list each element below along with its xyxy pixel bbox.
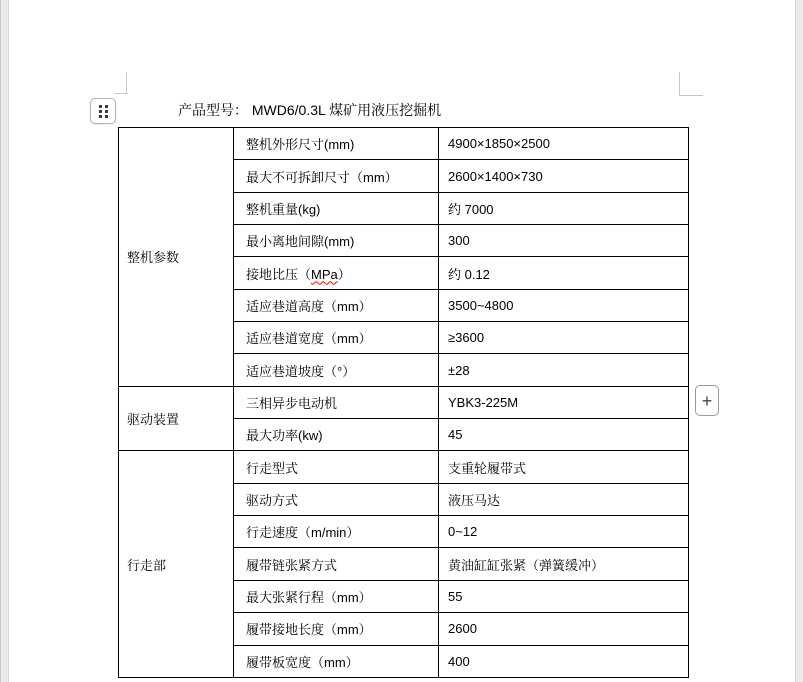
value-cell[interactable]: ±28: [439, 354, 689, 386]
page-margin-mark-top-left: [115, 93, 128, 94]
value-cell[interactable]: 支重轮履带式: [439, 451, 689, 483]
parameter-cell[interactable]: 履带链张紧方式: [234, 548, 439, 580]
table-row: [119, 386, 689, 418]
value-cell[interactable]: 0~12: [439, 516, 689, 548]
plus-icon: +: [701, 390, 713, 411]
parameter-cell[interactable]: 接地比压（MPa）: [234, 257, 439, 289]
parameter-cell[interactable]: 驱动方式: [234, 483, 439, 515]
value-cell[interactable]: ≥3600: [439, 322, 689, 354]
document-title[interactable]: 产品型号： MWD6/0.3L 煤矿用液压挖掘机: [178, 102, 442, 118]
parameter-cell[interactable]: 最大功率(kw): [234, 419, 439, 451]
grip-dots-icon: [99, 105, 108, 118]
table-row: [119, 451, 689, 483]
page-margin-mark-top-right: [679, 72, 680, 95]
parameter-cell[interactable]: 适应巷道坡度（°）: [234, 354, 439, 386]
parameter-cell[interactable]: 整机重量(kg): [234, 192, 439, 224]
value-cell[interactable]: 3500~4800: [439, 289, 689, 321]
value-cell[interactable]: 液压马达: [439, 483, 689, 515]
spellcheck-flagged-text: MPa: [311, 266, 338, 282]
parameter-cell[interactable]: 最小离地间隙(mm): [234, 225, 439, 257]
group-label-cell[interactable]: 整机参数: [119, 128, 234, 387]
left-gutter: [0, 0, 9, 682]
parameter-cell[interactable]: 适应巷道高度（mm）: [234, 289, 439, 321]
value-cell[interactable]: 300: [439, 225, 689, 257]
value-cell[interactable]: 45: [439, 419, 689, 451]
insert-button[interactable]: [695, 385, 719, 416]
value-cell[interactable]: 约 0.12: [439, 257, 689, 289]
parameter-cell[interactable]: 适应巷道宽度（mm）: [234, 322, 439, 354]
parameter-cell[interactable]: 整机外形尺寸(mm): [234, 128, 439, 160]
table-drag-handle[interactable]: [90, 98, 116, 124]
group-label-cell[interactable]: 驱动装置: [119, 386, 234, 451]
table-row: [119, 128, 689, 160]
parameter-cell[interactable]: 最大张紧行程（mm）: [234, 580, 439, 612]
parameter-cell[interactable]: 三相异步电动机: [234, 386, 439, 418]
value-cell[interactable]: YBK3-225M: [439, 386, 689, 418]
parameter-cell[interactable]: 最大不可拆卸尺寸（mm）: [234, 160, 439, 192]
value-cell[interactable]: 55: [439, 580, 689, 612]
page-margin-mark-top-left: [126, 72, 127, 94]
parameter-cell[interactable]: 行走型式: [234, 451, 439, 483]
spec-table: [118, 127, 689, 678]
group-label-cell[interactable]: 行走部: [119, 451, 234, 678]
page-margin-mark-top-right: [679, 95, 703, 96]
value-cell[interactable]: 2600×1400×730: [439, 160, 689, 192]
value-cell[interactable]: 约 7000: [439, 192, 689, 224]
value-cell[interactable]: 400: [439, 645, 689, 678]
value-cell[interactable]: 4900×1850×2500: [439, 128, 689, 160]
parameter-cell[interactable]: 行走速度（m/min）: [234, 516, 439, 548]
value-cell[interactable]: 2600: [439, 613, 689, 645]
parameter-cell[interactable]: 履带接地长度（mm）: [234, 613, 439, 645]
right-gutter: [795, 0, 803, 682]
value-cell[interactable]: 黄油缸缸张紧（弹簧缓冲）: [439, 548, 689, 580]
parameter-cell[interactable]: 履带板宽度（mm）: [234, 645, 439, 678]
